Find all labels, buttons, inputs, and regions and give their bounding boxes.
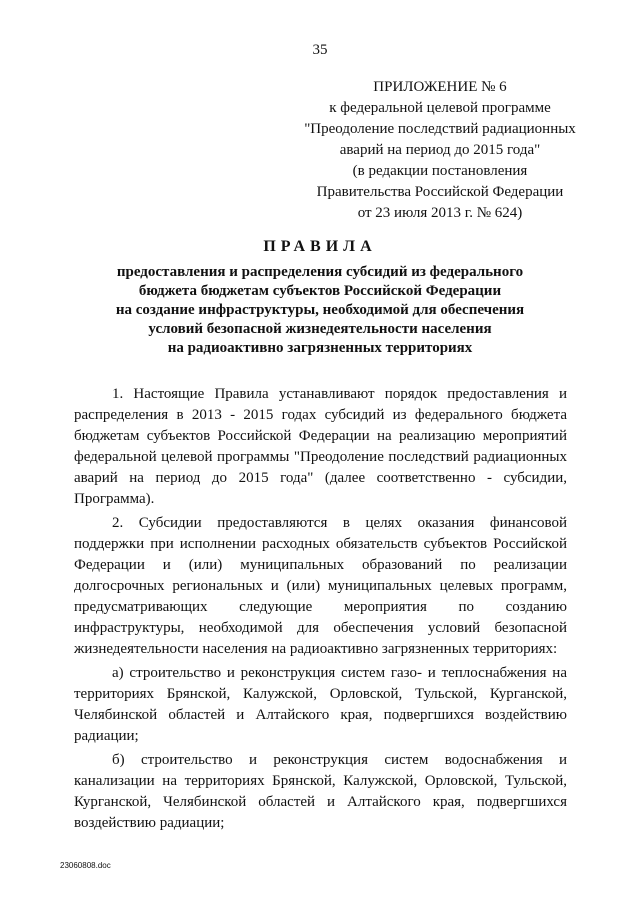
- document-title: ПРАВИЛА: [263, 238, 377, 255]
- appendix-line: аварий на период до 2015 года": [339, 142, 541, 158]
- paragraph-2b: б) строительство и реконструкция систем водоснабжения и канализации на территориях Брянской, Калужской, Орловской, Тульской, Курганской, Челябинской областей и Алтайского края, подвергшихся воздействию радиации;: [74, 752, 567, 831]
- page-number: 35: [312, 42, 328, 58]
- subtitle-line: бюджета бюджетам субъектов Российской Федерации: [138, 283, 502, 299]
- document-body: [74, 384, 567, 834]
- appendix-title: ПРИЛОЖЕНИЕ № 6: [373, 79, 507, 95]
- subtitle-line: на радиоактивно загрязненных территориях: [167, 340, 473, 356]
- appendix-line: "Преодоление последствий радиационных: [304, 121, 576, 137]
- paragraph-1: 1. Настоящие Правила устанавливают порядок предоставления и распределения в 2013 - 2015 годах субсидий из федерального бюджета бюджетам субъектов Российской Федерации на реализацию мероприятий федеральной целевой программы "Преодоление последствий радиационных аварий на период до 2015 года" (далее соответственно - субсидии, Программа).: [74, 386, 567, 507]
- appendix-line: к федеральной целевой программе: [329, 100, 551, 116]
- file-name-footer: 23060808.doc: [60, 861, 111, 870]
- document-subtitle: [90, 263, 550, 358]
- appendix-line: (в редакции постановления: [352, 163, 528, 179]
- appendix-header: [270, 77, 610, 224]
- subtitle-line: на создание инфраструктуры, необходимой для обеспечения: [115, 302, 525, 318]
- paragraph-2: 2. Субсидии предоставляются в целях оказания финансовой поддержки при исполнении расходных обязательств субъектов Российской Федерации и (или) муниципальных образований по реализации долгосрочных региональных и (или) муниципальных целевых программ, предусматривающих следующие мероприятия по созданию инфраструктуры, необходимой для обеспечения условий безопасной жизнедеятельности населения на радиоактивно загрязненных территориях:: [74, 515, 567, 657]
- subtitle-line: условий безопасной жизнедеятельности населения: [148, 321, 492, 337]
- paragraph-2a: а) строительство и реконструкция систем газо- и теплоснабжения на территориях Брянской, Калужской, Орловской, Тульской, Курганской, Челябинской областей и Алтайского края, подвергшихся воздействию радиации;: [74, 665, 567, 744]
- appendix-line: Правительства Российской Федерации: [316, 184, 564, 200]
- subtitle-line: предоставления и распределения субсидий из федерального: [116, 264, 524, 280]
- appendix-line: от 23 июля 2013 г. № 624): [357, 205, 523, 221]
